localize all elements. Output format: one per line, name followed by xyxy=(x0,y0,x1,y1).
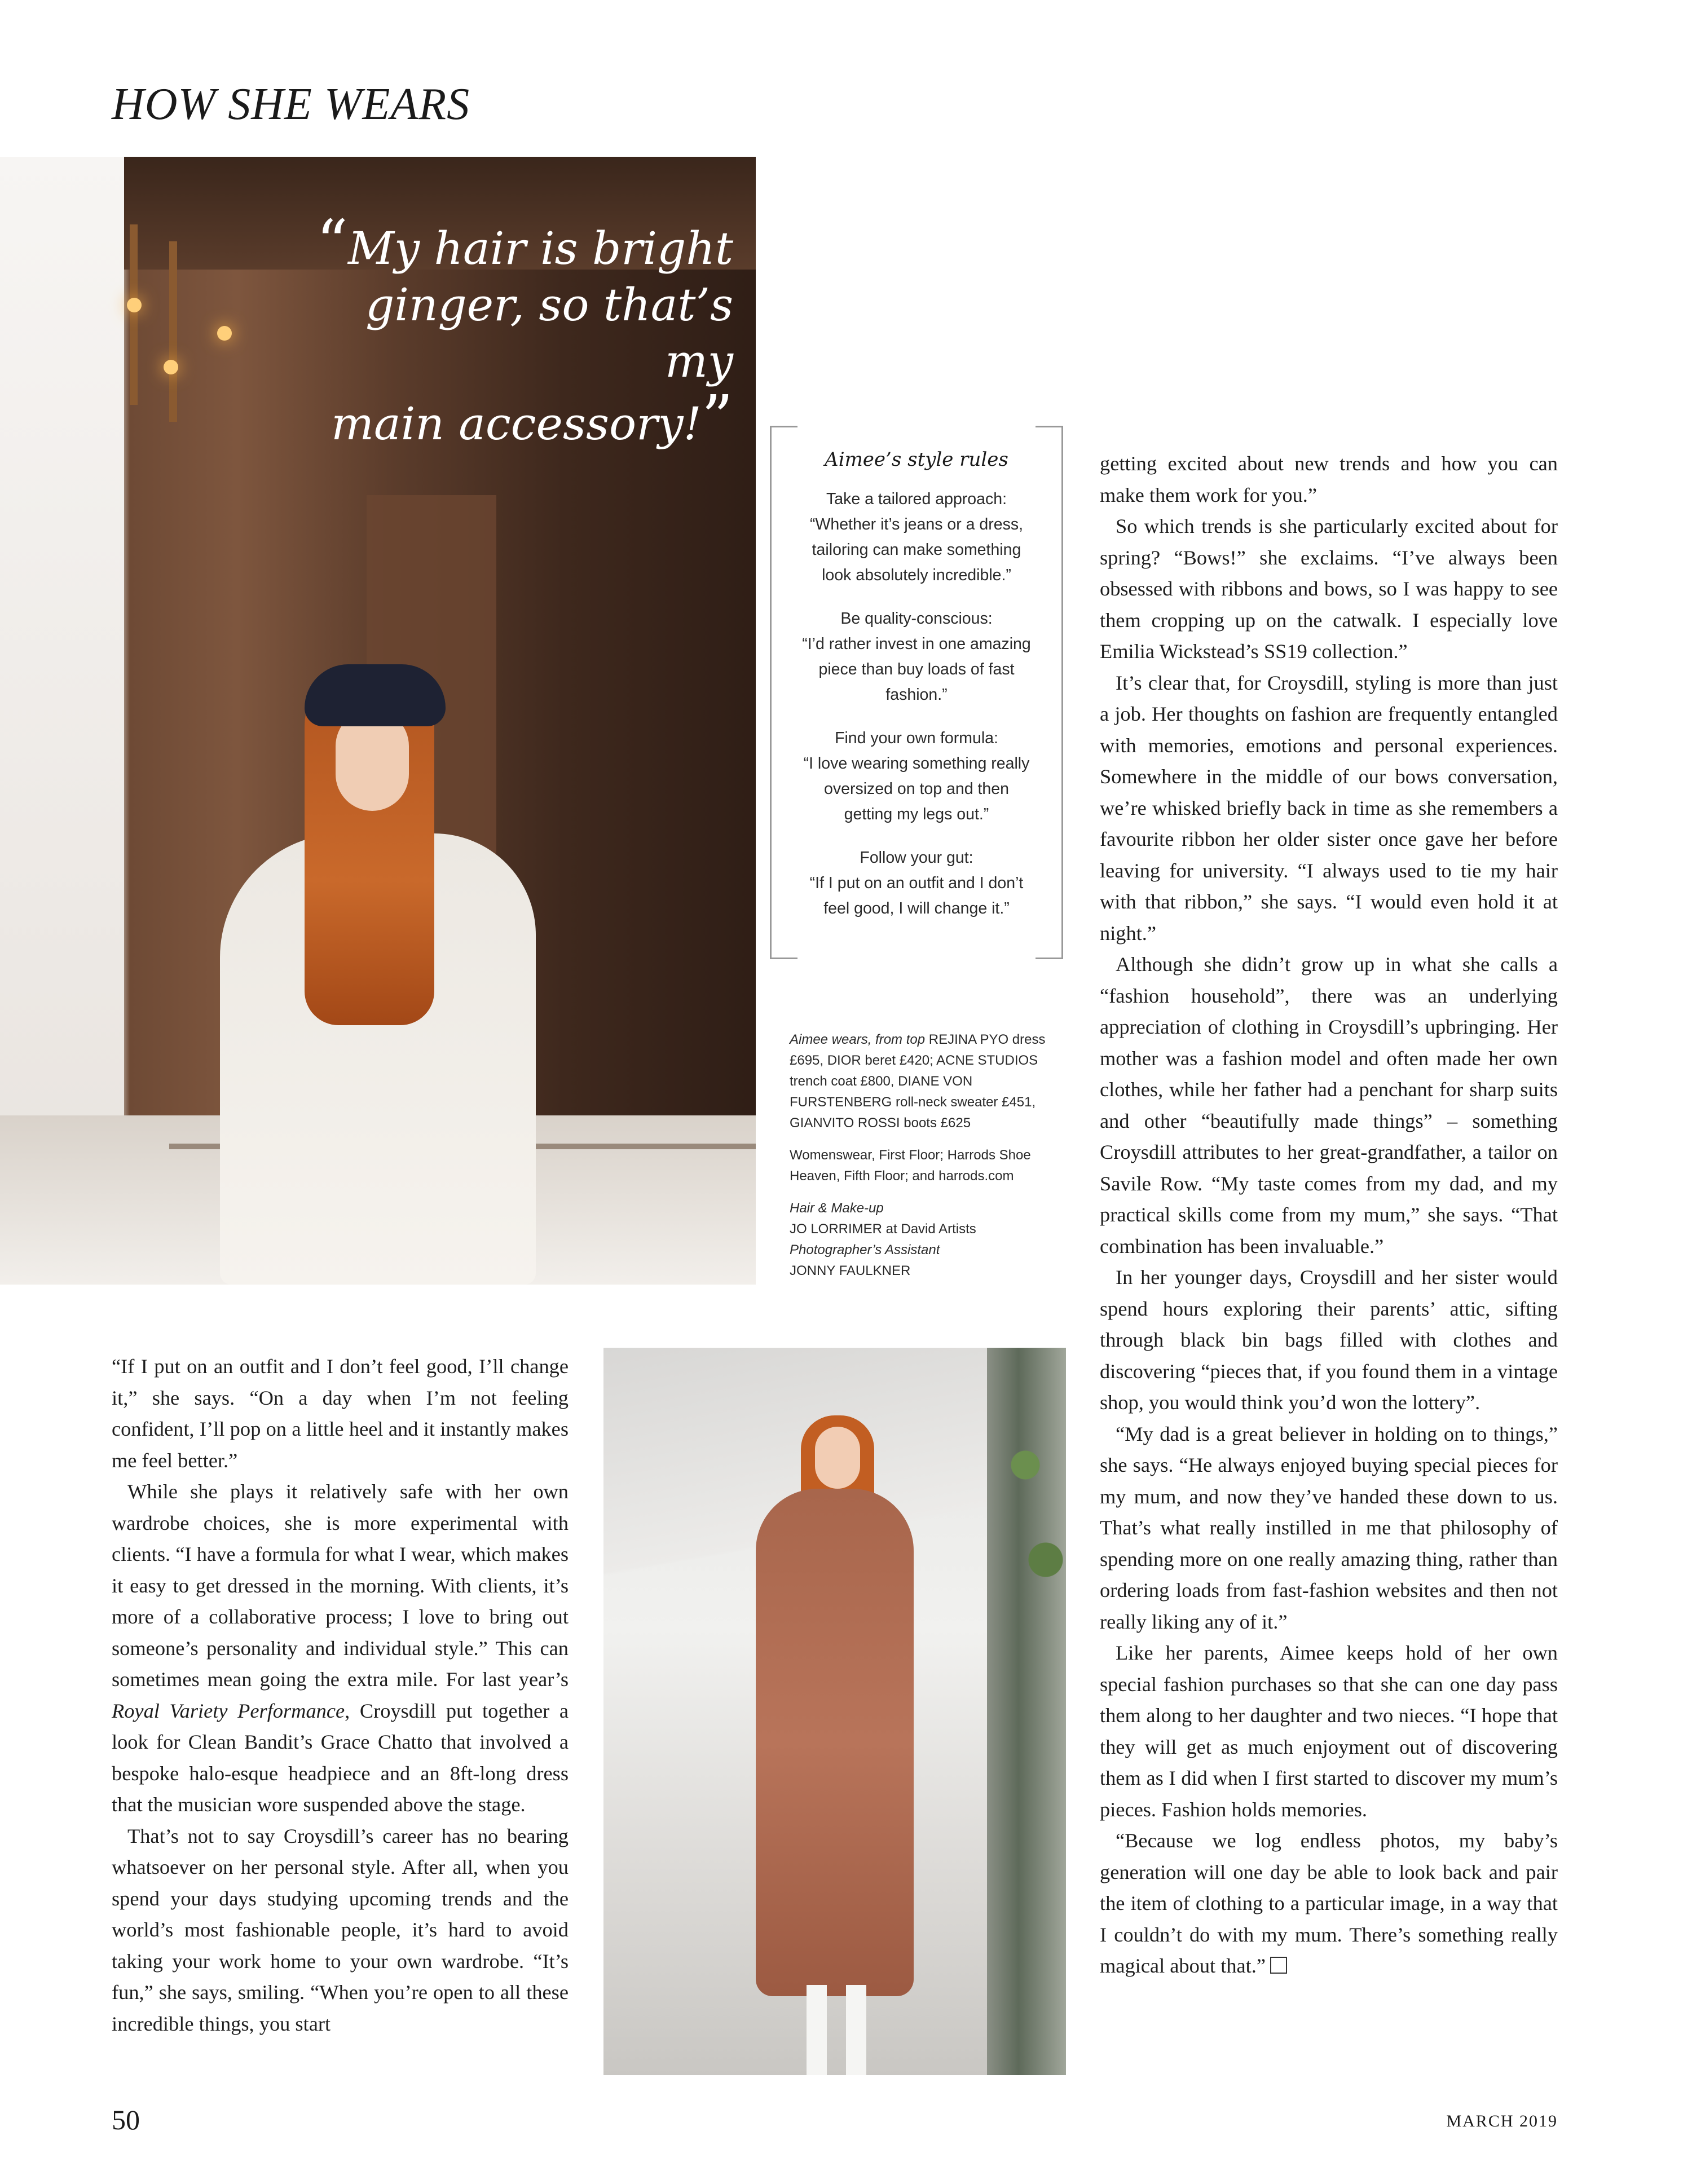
body-column-left xyxy=(112,1351,569,2040)
body-text: “Because we log endless photos, my baby’s generation will one day be able to look back and pair the item of clothing to a particular image, in a way that I couldn’t do with my mum. There’s something really magical about that.” xyxy=(1100,1829,1558,1977)
chandelier-bulb xyxy=(127,298,142,312)
quote-line: main accessory! xyxy=(331,398,702,450)
photo-credits xyxy=(790,1029,1066,1292)
body-text: While she plays it relatively safe with her own wardrobe choices, she is more experimental with clients. “I have a formula for what I wear, which makes it easy to get dressed in the morning. With clients, it’s more of a collaborative process; I love to bring out someone’s personality and individual style.” This can sometimes mean going the extra mile. For last year’s xyxy=(112,1480,569,1691)
body-paragraph: “My dad is a great believer in holding on to things,” she says. “He always enjoyed buying special pieces for my mum, and now they’ve handed these down to us. That’s what really instilled in me that philosophy of spending more on one really amazing thing, rather than ordering loads from fast-fashion websites and then not really liking any of it.” xyxy=(1100,1422,1558,1633)
box-bracket-left xyxy=(770,426,797,959)
chandelier-arm xyxy=(130,224,138,405)
credit-name: JONNY FAULKNER xyxy=(790,1263,911,1278)
credits-intro: Aimee wears, from top xyxy=(790,1032,926,1047)
style-rules-title: Aimee’s style rules xyxy=(825,448,1008,471)
body-column-right xyxy=(1100,448,1558,1982)
white-boot xyxy=(846,1985,866,2075)
quote-line: My hair is bright xyxy=(347,222,733,275)
body-text: , Croysdill put together a look for Clean Bandit’s Grace Chatto that involved a bespoke halo-esque headpiece and an 8ft-long dress that the musician wore suspended above the stage. xyxy=(112,1699,569,1816)
end-mark-icon xyxy=(1270,1957,1287,1974)
quote-close-mark: ” xyxy=(701,382,733,454)
credits-team xyxy=(790,1198,1066,1281)
credit-role: Photographer’s Assistant xyxy=(790,1242,940,1258)
style-rule xyxy=(798,606,1035,708)
style-rule xyxy=(798,845,1035,921)
credits-outfit xyxy=(790,1029,1066,1133)
quote-open-mark: “ xyxy=(316,206,348,279)
style-rule xyxy=(798,726,1035,827)
credits-stores: Womenswear, First Floor; Harrods Shoe Heaven, Fifth Floor; and harrods.com xyxy=(790,1148,1031,1184)
model-face xyxy=(815,1427,860,1489)
hanging-plants xyxy=(998,1370,1066,1686)
rule-text: “I’d rather invest in one amazing piece than buy loads of fast fashion.” xyxy=(802,635,1031,704)
rule-text: “I love wearing something really oversized on top and then getting my legs out.” xyxy=(803,755,1030,823)
credit-role: Hair & Make-up xyxy=(790,1201,884,1216)
body-paragraph: In her younger days, Croysdill and her sister would spend hours exploring their parents’ attic, sifting through black bin bags filled with clothes and discovering “pieces that, if you found them in a vintage shop, you would think you’d won the lottery”. xyxy=(1100,1266,1558,1414)
body-paragraph: Like her parents, Aimee keeps hold of her own special fashion purchases so that she can one day pass them along to her daughter and two nieces. “I hope that they will get as much enjoyment out of discovering them as I did when I first started to discover my mum’s pieces. Fashion holds memories. xyxy=(1100,1642,1558,1821)
rule-text: “If I put on an outfit and I don’t feel good, I will change it.” xyxy=(809,874,1024,917)
body-paragraph: So which trends is she particularly excited about for spring? “Bows!” she exclaims. “I’ve always been obsessed with ribbons and bows, so I was happy to see them cropping up on the catwalk. I especially love Emilia Wickstead’s SS19 collection.” xyxy=(1100,515,1558,663)
style-rules-box xyxy=(770,426,1063,956)
rule-heading: Be quality-conscious: xyxy=(840,610,993,628)
issue-date: MARCH 2019 xyxy=(1446,2112,1558,2130)
box-bracket-right xyxy=(1036,426,1063,959)
rule-text: “Whether it’s jeans or a dress, tailoring can make something look absolutely incredible.” xyxy=(809,515,1024,584)
body-paragraph xyxy=(1100,1825,1558,1982)
white-boot xyxy=(807,1985,827,2075)
body-paragraph: “If I put on an outfit and I don’t feel good, I’ll change it,” she says. “On a day when I’m not feeling confident, I’ll pop on a little heel and it instantly makes me feel better.” xyxy=(112,1355,569,1472)
body-paragraph xyxy=(112,1476,569,1821)
credit-name: JO LORRIMER at David Artists xyxy=(790,1221,976,1237)
body-paragraph: getting excited about new trends and how you can make them work for you.” xyxy=(1100,452,1558,506)
credits-items: REJINA PYO dress £695, DIOR beret £420; ACNE STUDIOS trench coat £800, DIANE VON FURSTENBERG roll-neck sweater £451, GIANVITO ROSSI boots £625 xyxy=(790,1032,1046,1131)
style-rule xyxy=(798,487,1035,588)
model-figure xyxy=(209,619,547,1285)
page-number: 50 xyxy=(112,2104,140,2136)
rule-heading: Take a tailored approach: xyxy=(826,490,1007,508)
quote-line: ginger, so that’s my xyxy=(365,279,733,387)
chandelier-bulb xyxy=(217,326,232,341)
body-paragraph: Although she didn’t grow up in what she calls a “fashion household”, there was an underlying appreciation of clothing in Croysdill’s upbringing. Her mother was a fashion model and often made her own clothes, while her father had a penchant for sharp suits and other “beautifully made things” – something Croysdill attributes to her great-grandfather, a tailor on Savile Row. “My taste comes from my dad, and my practical skills come from my mum,” she says. “That combination has been invaluable.” xyxy=(1100,953,1558,1258)
rule-heading: Follow your gut: xyxy=(860,849,973,867)
navy-beret xyxy=(305,664,446,726)
body-paragraph: It’s clear that, for Croysdill, styling is more than just a job. Her thoughts on fashion are frequently entangled with memories, emotions and personal experiences. Somewhere in the middle of our bows conversation, we’re whisked briefly back in time as she remembers a favourite ribbon her older sister once gave her before leaving for university. “I always used to tie my hair with that ribbon,” she says. “I would even hold it at night.” xyxy=(1100,671,1558,945)
section-title: HOW SHE WEARS xyxy=(112,80,470,129)
chandelier-bulb xyxy=(164,360,178,374)
show-title: Royal Variety Performance xyxy=(112,1699,345,1722)
rule-heading: Find your own formula: xyxy=(835,729,998,747)
secondary-photo xyxy=(603,1348,1066,2075)
chandelier-arm xyxy=(169,241,177,422)
pull-quote xyxy=(316,206,733,454)
body-paragraph: That’s not to say Croysdill’s career has no bearing whatsoever on her personal style. After all, when you spend your days studying upcoming trends and the world’s most fashionable people, it’s hard to avoid taking your work home to your own wardrobe. “It’s fun,” she says, smiling. “When you’re open to all these incredible things, you start xyxy=(112,1824,569,2035)
trench-coat xyxy=(756,1489,914,1996)
